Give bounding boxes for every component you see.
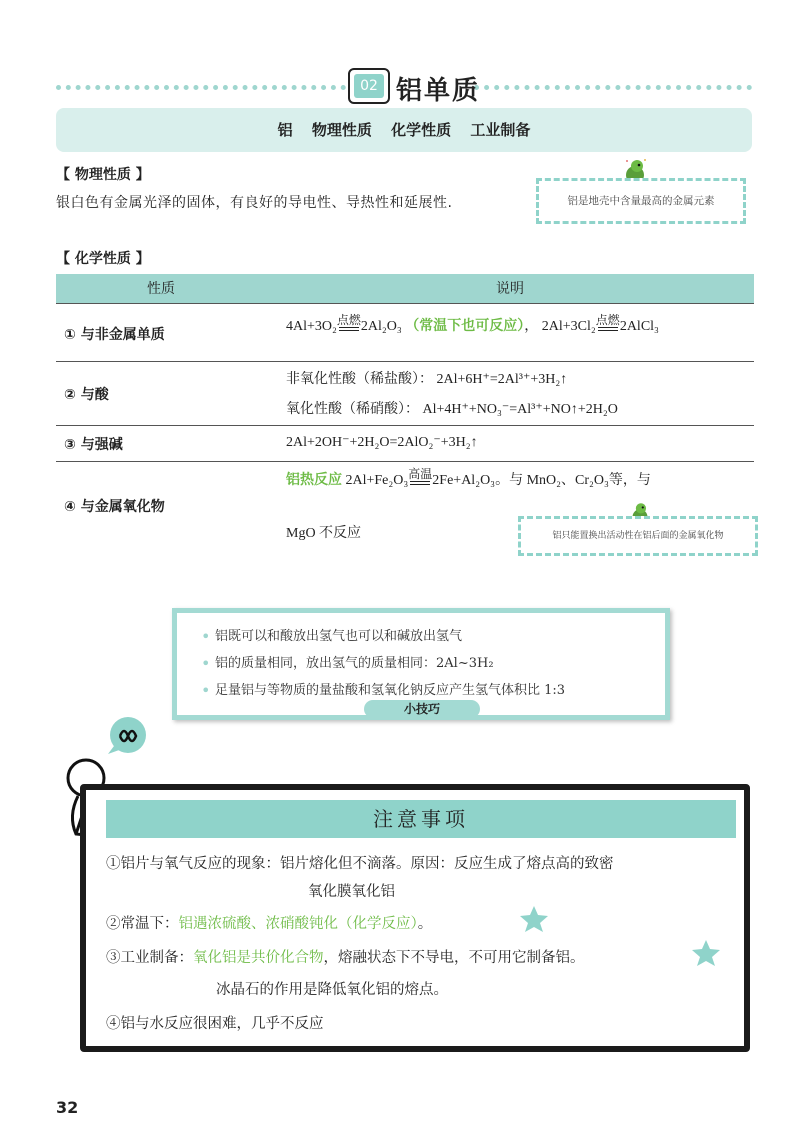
notes-title: 注意事项 [106,800,736,838]
note-line: ②常温下：铝遇浓硫酸、浓硝酸钝化（化学反应）。 [106,916,433,932]
section-badge-frame [348,68,390,104]
equation-text: 2Al+2OH⁻+2H₂O=2AlO₂⁻+3H₂↑ [286,435,478,450]
row-description [286,468,651,489]
row-description [286,522,361,542]
equation-text: 2AlCl₃ [619,319,659,334]
green-note: 铝热反应 [286,472,342,488]
speech-bubble-icon [104,716,150,760]
metal-oxide-note: 铝只能置换出活动性在铝后面的金属氧化物 [518,516,758,556]
table-row [56,304,754,362]
page-title: 铝单质 [396,76,481,106]
star-icon [690,938,722,972]
note-line: 氧化膜氧化铝 [308,884,395,900]
row-description [286,398,618,418]
table-header [56,274,754,304]
tip-item: • 足量铝与等物质的量盐酸和氢氧化钠反应产生氢气体积比 1:3 [201,677,665,704]
col-header-property: 性质 [147,281,175,297]
row-property: ③ 与强碱 [64,437,123,453]
physical-heading: 【 物理性质 】 [56,167,150,183]
chemical-heading: 【 化学性质 】 [56,251,150,267]
row-property: ① 与非金属单质 [64,327,165,343]
page-number: 32 [56,1098,79,1117]
equation-text: Al+4H⁺+NO₃⁻=Al³⁺+NO↑+2H₂O [422,402,618,417]
green-note: （常温下也可反应） [405,318,525,334]
table-row [56,362,754,426]
acid-label: 氧化性酸（稀硝酸）： [286,401,419,417]
table-row [56,426,754,462]
physical-note: 铝是地壳中含量最高的金属元素 [536,178,746,224]
header-dotted-rule-right [474,85,752,91]
reaction-condition: 点燃 [596,314,620,335]
equation-text: MgO 不反应 [286,526,362,541]
equation-text: 2Al+Fe₂O₃ [345,473,409,488]
equation-text: 2Al+6H⁺=2Al³⁺+3H₂↑ [436,372,568,387]
physical-text: 银白色有金属光泽的固体，有良好的导电性、导热性和延展性. [56,195,453,211]
tips-label: 小技巧 [364,700,480,718]
equation-text: 2Al₂O₃ [360,319,402,334]
section-badge: 02 [354,74,384,98]
separator: ， [524,319,539,334]
green-note: 氧化铝是共价化合物 [193,950,324,966]
header-dotted-rule-left [56,85,346,91]
note-line: 冰晶石的作用是降低氧化铝的熔点。 [216,982,448,998]
reaction-condition: 高温 [408,468,432,489]
tip-item: • 铝既可以和酸放出氢气也可以和碱放出氢气 [201,623,665,650]
note-line: ①铝片与氧气反应的现象：铝片熔化但不滴落。原因：反应生成了熔点高的致密 [106,856,614,872]
note-line: ③工业制备：氧化铝是共价化合物，熔融状态下不导电，不可用它制备铝。 [106,950,585,966]
equation-text: 2Al+3Cl₂ [541,319,596,334]
row-property: ② 与酸 [64,387,109,403]
tip-item: • 铝的质量相同，放出氢气的质量相同：2Al~3H₂ [201,650,665,677]
col-header-description: 说明 [496,281,524,297]
acid-label: 非氧化性酸（稀盐酸）： [286,371,433,387]
green-note: 铝遇浓硫酸、浓硝酸钝化（化学反应） [178,916,418,932]
row-description [286,434,478,451]
equation-tail: 。与 MnO₂、Cr₂O₃等，与 [495,473,651,488]
equation-text: 4Al+3O₂ [286,319,337,334]
reaction-condition: 点燃 [337,314,361,335]
row-property: ④ 与金属氧化物 [64,499,165,515]
topics-bar: 铝 物理性质 化学性质 工业制备 [56,108,752,152]
note-line: ④铝与水反应很困难，几乎不反应 [106,1016,324,1032]
equation-text: 2Fe+Al₂O₃ [432,473,496,488]
star-icon [518,904,550,938]
row-description [286,314,659,335]
row-description [286,368,567,388]
